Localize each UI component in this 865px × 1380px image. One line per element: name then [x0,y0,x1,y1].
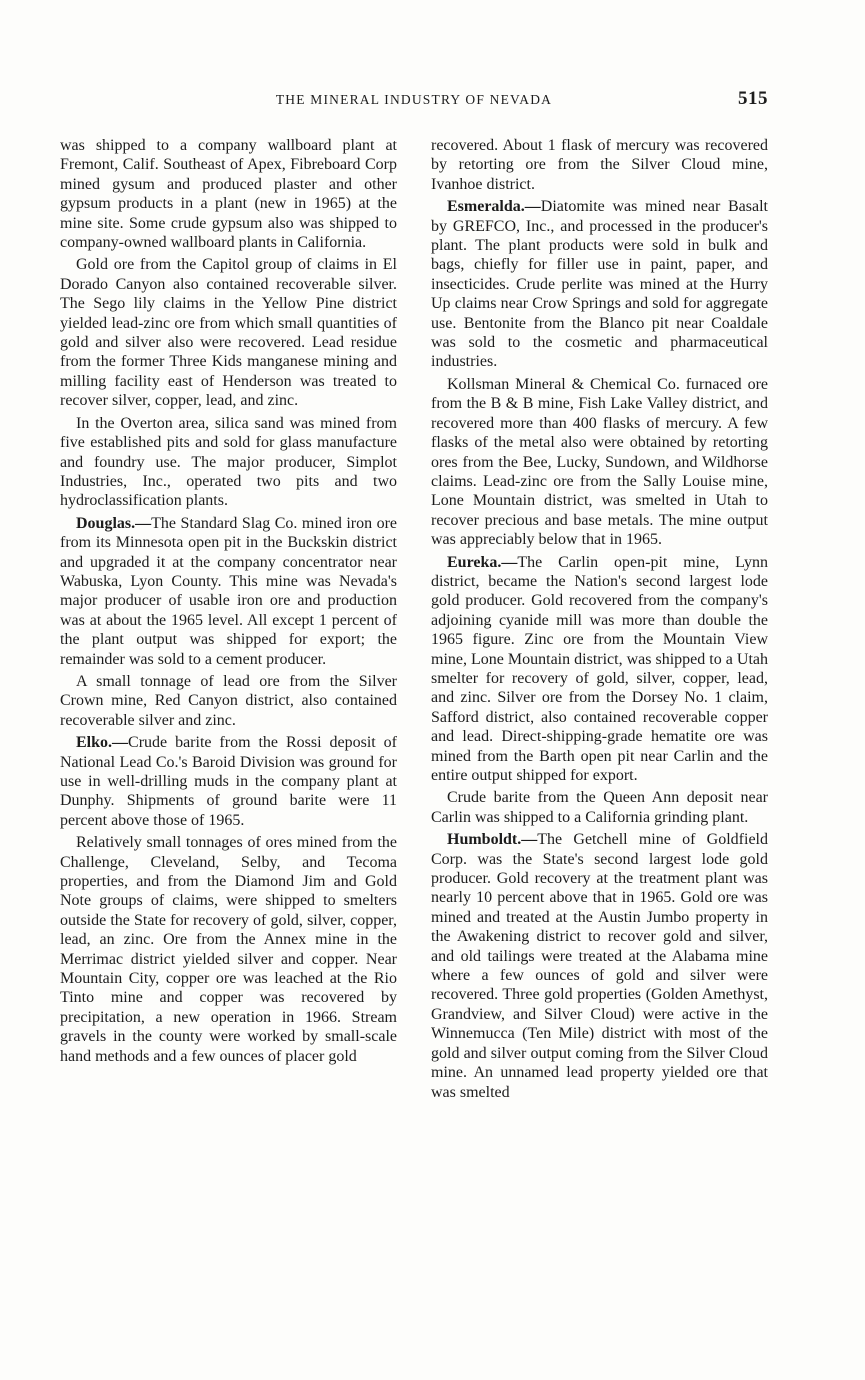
text-columns [60,136,768,1102]
paragraph-text: The Standard Slag Co. mined iron ore from its Minnesota open pit in the Buckskin district and upgraded it at the company concentrator near Wabuska, Lyon County. This mine was Nevada's major producer of usable iron ore and production was at about the 1965 level. All except 1 percent of the plant output was shipped for export; the remainder was sold to a cement producer. [60,514,397,668]
paragraph-esmeralda [431,197,768,372]
paragraph: was shipped to a company wallboard plant at Fremont, Calif. Southeast of Apex, Fibreboard Corp mined gysum and produced plaster and other gypsum products in a plant (new in 1965) at the mine site. Some crude gypsum also was shipped to company-owned wallboard plants in California. [60,137,397,252]
county-heading-humboldt: Humboldt.— [447,831,538,849]
county-heading-douglas: Douglas.— [76,514,152,532]
page-number: 515 [738,88,768,109]
paragraph-text: The Carlin open-pit mine, Lynn district, became the Nation's second largest lode gold producer. Gold recovered from the company's adjoining cyanide mill was more than double the 1965 figure. Zinc ore from the Mountain View mine, Lone Mountain district, was shipped to a Utah smelter for recovery of gold, silver, copper, lead, and zinc. Silver ore from the Dorsey No. 1 claim, Safford district, also contained recoverable copper and lead. Direct-shipping-grade hematite ore was mined from the Barth open pit near Carlin and the entire output shipped for export. [431,553,768,784]
paragraph: Gold ore from the Capitol group of claims in El Dorado Canyon also contained recoverable silver. The Sego lily claims in the Yellow Pine district yielded lead-zinc ore from which small quantities of gold and silver also were recovered. Lead residue from the former Three Kids manganese mining and milling facility east of Henderson was treated to recover silver, copper, lead, and zinc. [60,256,397,410]
paragraph: A small tonnage of lead ore from the Silver Crown mine, Red Canyon district, also contained recoverable silver and zinc. [60,672,397,729]
paragraph-eureka [431,553,768,786]
running-title: THE MINERAL INDUSTRY OF NEVADA [275,92,553,107]
paragraph: Relatively small tonnages of ores mined from the Challenge, Cleveland, Selby, and Tecoma properties, and from the Diamond Jim and Gold Note groups of claims, were shipped to smelters outside the State for recovery of gold, silver, copper, lead, an zinc. Ore from the Annex mine in the Merrimac district yielded silver and copper. Near Mountain City, copper ore was leached at the Rio Tinto mine and copper was recovered by precipitation, a new operation in 1966. Stream gravels in the county were worked by small-scale hand methods and a few ounces of placer gold [60,834,397,1065]
paragraph-douglas [60,514,397,669]
paragraph-humboldt [431,830,768,1102]
paragraph-text: Crude barite from the Rossi deposit of National Lead Co.'s Baroid Division was ground for use in well-drilling muds in the company plant at Dunphy. Shipments of ground barite were 11 percent above those of 1965. [60,734,397,829]
paragraph-text: The Getchell mine of Goldfield Corp. was the State's second largest lode gold producer. Gold recovery at the treatment plant was nearly 10 percent above that in 1965. Gold ore was mined and treated at the Austin Jumbo property in the Awakening district to recover gold and silver, and old tailings were treated at the Alabama mine where a few ounces of gold and silver were recovered. Three gold properties (Golden Amethyst, Grandview, and Silver Cloud) were active in the Winnemucca (Ten Mile) district with most of the gold and silver output coming from the Silver Cloud mine. An unnamed lead property yielded ore that was smelted [431,831,768,1101]
paragraph-text: Diatomite was mined near Basalt by GREFCO, Inc., and processed in the producer's plant. The plant products were sold in bulk and bags, chiefly for filler use in paint, paper, and insecticides. Crude perlite was mined at the Hurry Up claims near Crow Springs and sold for aggregate use. Bentonite from the Blanco pit near Coaldale was sold to the cosmetic and pharmaceutical industries. [431,198,768,371]
paragraph-elko [60,733,397,830]
county-heading-elko: Elko.— [76,734,129,752]
paragraph: Crude barite from the Queen Ann deposit near Carlin was shipped to a California grinding plant. [431,789,768,826]
paragraph: In the Overton area, silica sand was mined from five established pits and sold for glass manufacture and foundry use. The major producer, Simplot Industries, Inc., operated two pits and two hydroclassification plants. [60,414,397,510]
left-column [60,136,397,1102]
paragraph: recovered. About 1 flask of mercury was recovered by retorting ore from the Silver Cloud mine, Ivanhoe district. [431,137,768,193]
county-heading-eureka: Eureka.— [447,553,518,571]
page-header [60,90,768,112]
paragraph: Kollsman Mineral & Chemical Co. furnaced ore from the B & B mine, Fish Lake Valley district, and recovered more than 400 flasks of mercury. A few flasks of the metal also were obtained by retorting ores from the Bee, Lucky, Sundown, and Wildhorse claims. Lead-zinc ore from the Sally Louise mine, Lone Mountain district, was smelted in Utah to recover precious and base metals. The mine output was appreciably below that in 1965. [431,375,768,549]
county-heading-esmeralda: Esmeralda.— [447,198,541,216]
right-column [431,136,768,1102]
